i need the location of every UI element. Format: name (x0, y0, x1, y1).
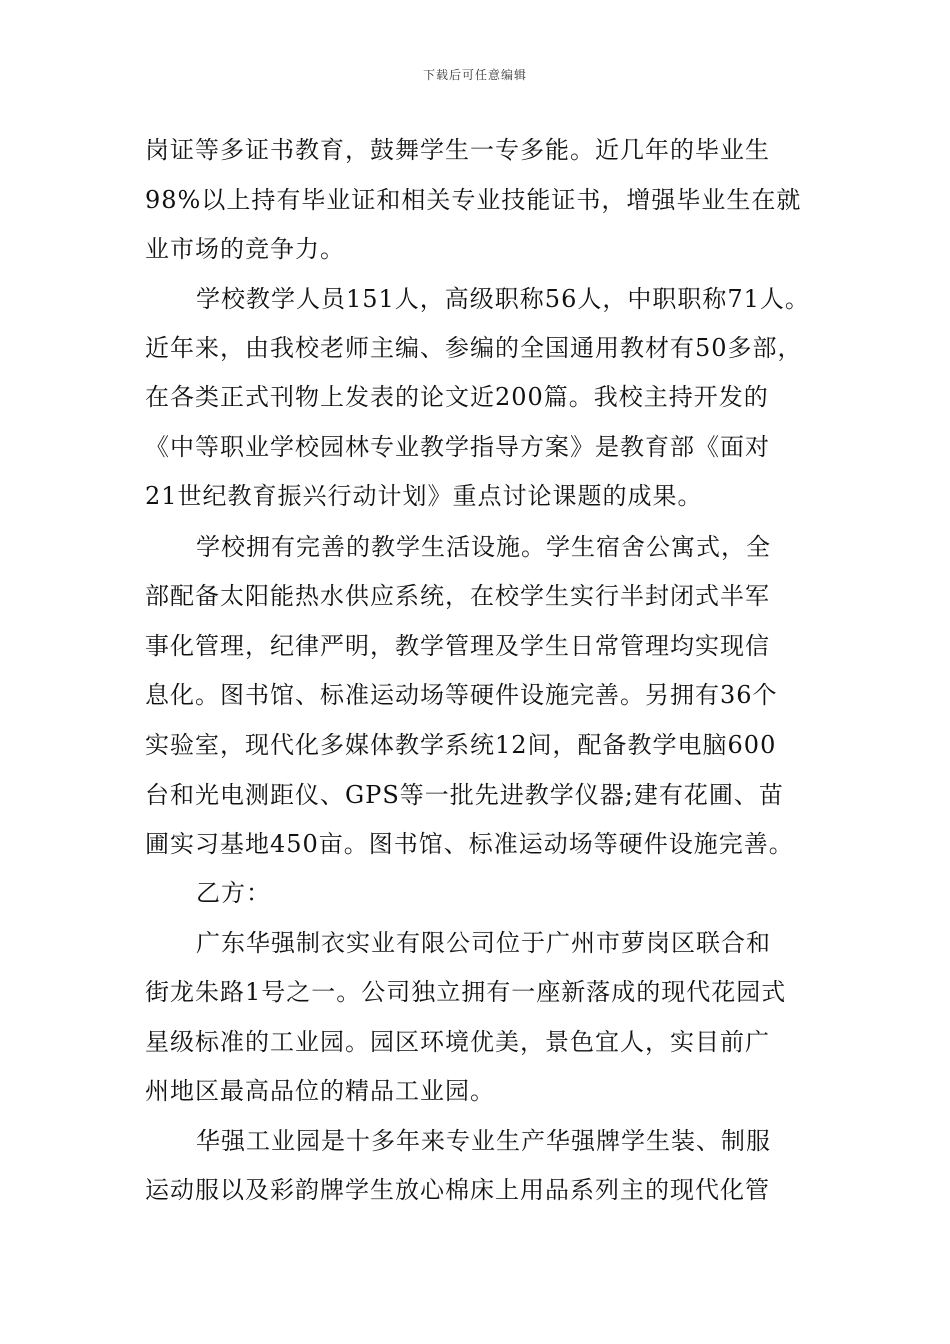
party-b-label: 乙方： (196, 879, 271, 907)
body-line: 在各类正式刊物上发表的论文近200篇。我校主持开发的 (145, 383, 769, 411)
paragraph-first-line: 学校教学人员151人，高级职称56人，中职职称71人。 (196, 285, 810, 313)
body-line: 98%以上持有毕业证和相关专业技能证书，增强毕业生在就 (145, 186, 802, 214)
body-line: 台和光电测距仪、GPS等一批先进教学仪器;建有花圃、苗 (145, 781, 784, 809)
body-line: 息化。图书馆、标准运动场等硬件设施完善。另拥有36个 (145, 681, 778, 709)
paragraph-first-line: 华强工业园是十多年来专业生产华强牌学生装、制服 (196, 1127, 771, 1155)
body-line: 实验室，现代化多媒体教学系统12间，配备教学电脑600 (145, 731, 777, 759)
paragraph-first-line: 学校拥有完善的教学生活设施。学生宿舍公寓式，全 (196, 533, 771, 561)
body-line: 近年来，由我校老师主编、参编的全国通用教材有50多部， (145, 334, 803, 362)
body-line: 州地区最高品位的精品工业园。 (145, 1077, 495, 1105)
body-line: 岗证等多证书教育，鼓舞学生一专多能。近几年的毕业生 (145, 136, 770, 164)
body-line: 《中等职业学校园林专业教学指导方案》是教育部《面对 (145, 433, 770, 461)
body-line: 圃实习基地450亩。图书馆、标准运动场等硬件设施完善。 (145, 830, 794, 858)
body-line: 部配备太阳能热水供应系统，在校学生实行半封闭式半军 (145, 582, 770, 610)
paragraph-first-line: 广东华强制衣实业有限公司位于广州市萝岗区联合和 (196, 929, 771, 957)
body-line: 21世纪教育振兴行动计划》重点讨论课题的成果。 (145, 482, 703, 510)
page-header: 下载后可任意编辑 (422, 68, 527, 82)
body-line: 星级标准的工业园。园区环境优美，景色宜人，实目前广 (145, 1028, 770, 1056)
body-line: 街龙朱路1号之一。公司独立拥有一座新落成的现代花园式 (145, 978, 787, 1006)
body-line: 事化管理，纪律严明，教学管理及学生日常管理均实现信 (145, 632, 770, 660)
body-line: 业市场的竞争力。 (145, 235, 345, 263)
body-line: 运动服以及彩韵牌学生放心棉床上用品系列主的现代化管 (145, 1176, 770, 1204)
